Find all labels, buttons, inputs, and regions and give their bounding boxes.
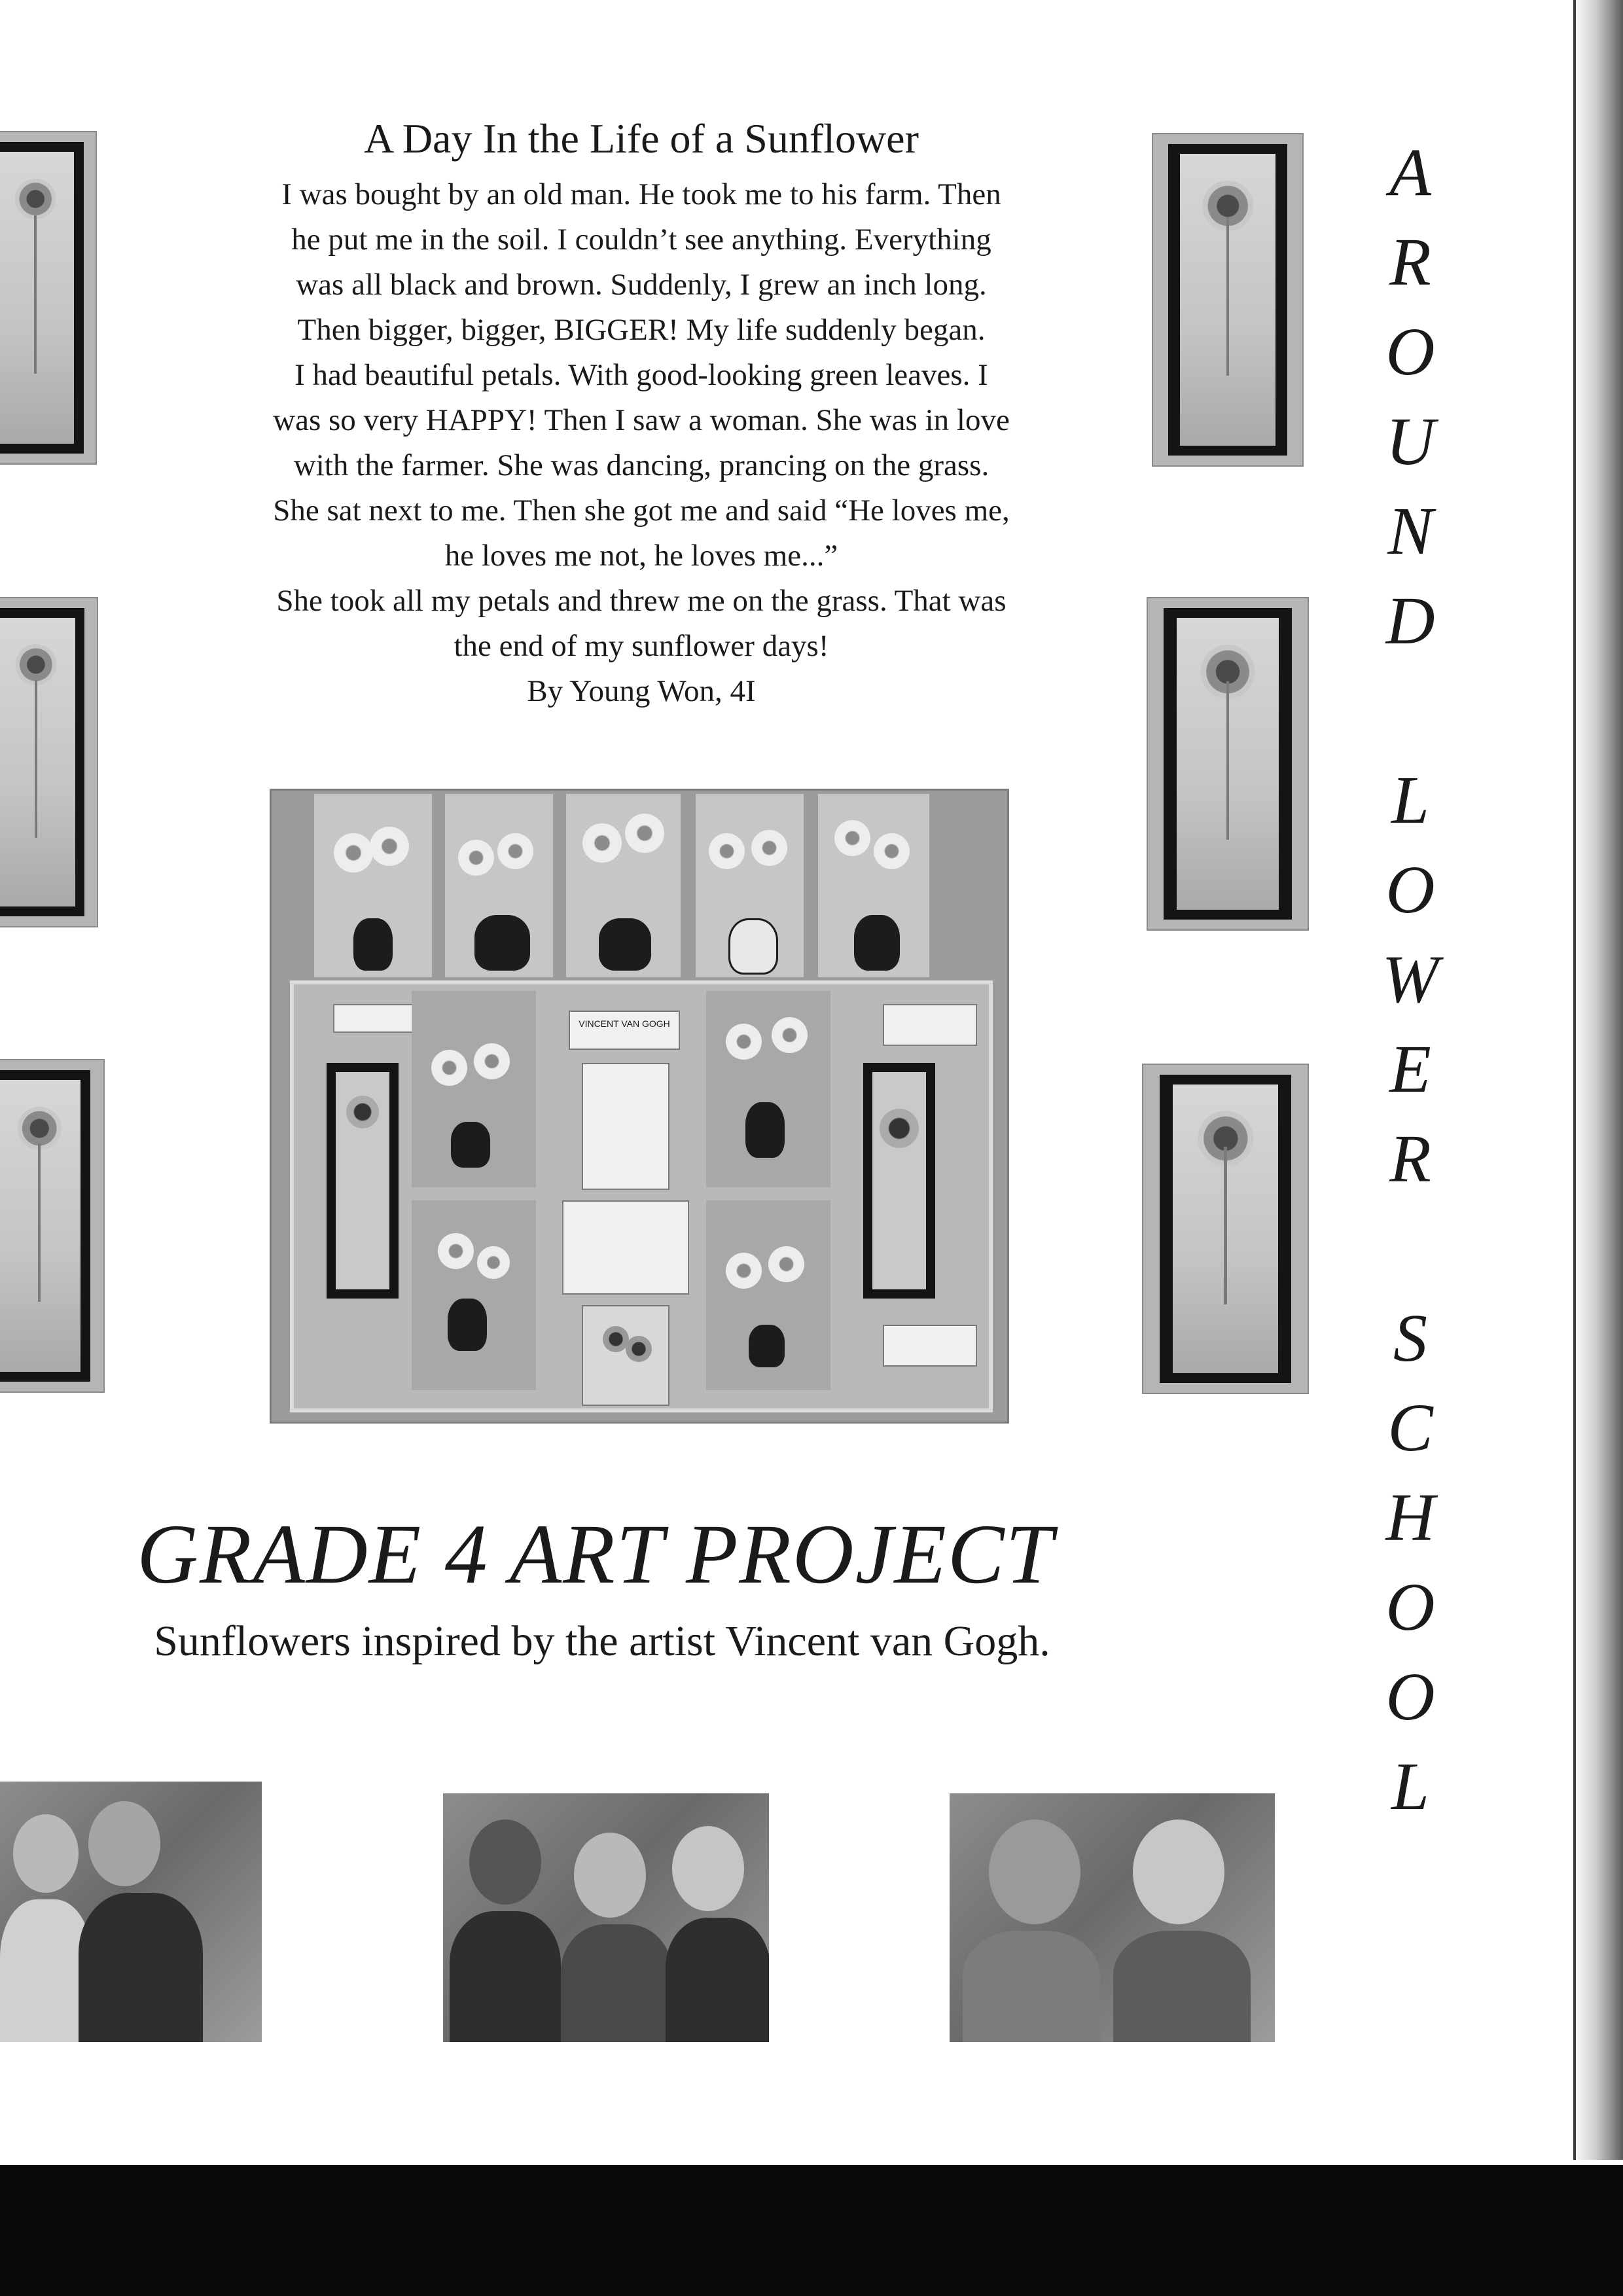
heading-letter: H [1385,1480,1435,1555]
heading-letter: S [1393,1300,1427,1376]
vase-painting [412,1200,536,1390]
around-lower-school-heading [1358,128,1463,1831]
van-gogh-sunflowers-print [582,1305,669,1406]
poem-line: he loves me not, he loves me...” [444,539,838,573]
vase-painting [566,794,681,977]
heading-letter: N [1387,493,1433,569]
vase-painting [696,794,804,977]
heading-letter: C [1387,1390,1433,1465]
info-sheet [562,1200,689,1295]
poem-line: Then bigger, bigger, BIGGER! My life suddenly began. [297,313,986,347]
bulletin-board [290,980,993,1412]
poem-line: I had beautiful petals. With good-looking green leaves. I [294,358,988,392]
vase-painting [706,991,830,1187]
poem-line: he put me in the soil. I couldn’t see anything. Everything [291,223,991,257]
vase-painting [818,794,929,977]
caption-card [883,1325,977,1367]
heading-letter: O [1385,1659,1435,1734]
poem-title: A Day In the Life of a Sunflower [364,115,919,162]
poem-line: She took all my petals and threw me on the grass. That was [276,584,1007,618]
heading-letter: O [1385,852,1435,927]
heading-letter: D [1385,583,1435,658]
display-board-photo [270,789,1009,1424]
poem-line: I was bought by an old man. He took me to his farm. Then [281,177,1001,211]
project-title: GRADE 4 ART PROJECT [137,1507,1054,1602]
vincent-van-gogh-sign: VINCENT VAN GOGH [569,1011,680,1050]
sunflower-artwork-left-3 [0,1059,105,1393]
sunflower-painting-framed [327,1063,399,1299]
heading-letter: L [1391,1749,1429,1824]
sunflower-artwork-left-2 [0,597,98,927]
heading-letter: U [1385,404,1435,479]
caption-card [883,1004,977,1046]
poem-line: with the farmer. She was dancing, prancing on the grass. [293,448,990,482]
vase-painting [314,794,432,977]
vase-painting [706,1200,830,1390]
vase-painting [445,794,553,977]
student-photo-1 [0,1782,262,2042]
vase-painting [412,991,536,1187]
page-binding-line [1573,0,1576,2160]
poem [170,115,1113,714]
heading-letter: O [1385,1570,1435,1645]
info-sheet [582,1063,669,1190]
sunflower-painting-framed [863,1063,935,1299]
heading-letter: O [1385,314,1435,389]
student-photo-2 [443,1793,769,2042]
project-subtitle: Sunflowers inspired by the artist Vincent van Gogh. [154,1617,1050,1665]
poem-author: By Young Won, 4I [527,674,756,708]
sunflower-artwork-right-1 [1152,133,1304,467]
heading-letter: E [1389,1031,1431,1107]
sunflower-artwork-left-1 [0,131,97,465]
student-photo-3 [950,1793,1275,2042]
heading-letter: W [1382,942,1439,1017]
poem-line: was all black and brown. Suddenly, I grew an inch long. [296,268,987,302]
heading-letter: L [1391,762,1429,838]
heading-letter: R [1389,1121,1431,1196]
heading-letter: A [1389,135,1431,210]
heading-letter: R [1389,224,1431,300]
poem-line: She sat next to me. Then she got me and said “He loves me, [273,493,1010,528]
sunflower-artwork-right-2 [1147,597,1309,931]
scan-bottom-band [0,2165,1623,2296]
sunflower-artwork-right-3 [1142,1064,1309,1394]
poem-line: the end of my sunflower days! [454,629,829,663]
poem-line: was so very HAPPY! Then I saw a woman. She was in love [273,403,1010,437]
page-binding-edge [1577,0,1623,2160]
